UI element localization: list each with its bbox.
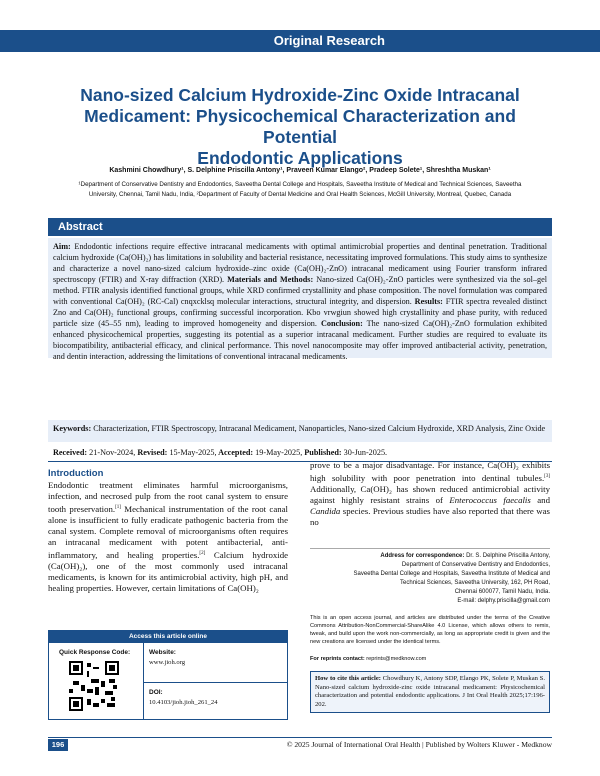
affiliation-line: University, Chennai, Tamil Nadu, India, ²Department of Faculty of Dental Medicine and Oral Health Sciences, McGill University, Montreal, Quebec, Canada [88, 191, 512, 198]
received-date: 21-Nov-2024, [87, 448, 136, 457]
results-label: Results: [414, 297, 443, 306]
intro-text: Endodontic treatment eliminates harmful microorganisms, infection, and necrosed pulp from the root canal system to ensure tooth preservation. [48, 480, 288, 514]
title-line: Medicament: Physicochemical Characterization and Potential [84, 106, 516, 147]
citation-text: Chowdhury K, Antony SDP, Elango PK, Solete P, Muskan S. Nano-sized calcium hydroxide-zinc oxide intracanal medicament: Physicochemical characterization and potential endodontic applications. J Int Oral Health 2025;17:196-202. [315, 675, 545, 708]
citation-ref[interactable]: [1] [115, 505, 121, 510]
footer-divider [48, 737, 552, 738]
website-link[interactable]: www.jioh.org [149, 659, 186, 666]
conclusion-label: Conclusion: [320, 319, 363, 328]
citation-ref[interactable]: [2] [199, 550, 206, 556]
access-article-box [48, 630, 288, 720]
correspondence-line: Technical Sciences, Saveetha University, 162, PH Road, [400, 580, 550, 586]
intro-text: prove to be a major disadvantage. For instance, Ca(OH)₂ exhibits high solubility with poor penetration into dentinal tubules. [310, 460, 550, 483]
intro-text: Additionally, Ca(OH)₂ has shown reduced antimicrobial activity against highly resistant strains of [310, 483, 550, 505]
title-line: Endodontic Applications [197, 148, 403, 168]
correspondence-label: Address for correspondence: [380, 553, 465, 559]
intro-text: Calcium hydroxide (Ca(OH)₂), one of the most commonly used intracanal medicaments, is known for its antimicrobial activity, high pH, and healing properties. However, certain limitations of Ca(OH)₂ [48, 549, 289, 593]
keywords-label: Keywords: [53, 424, 92, 433]
methods-text: Nano-sized Ca(OH)₂-ZnO particles were synthesized via the sol–gel method. FTIR analysis identified functional groups, while XRD confirmed crystallinity and phase composition. The novel formulation was compared with conventional Ca(OH)₂ (RC-Cal) cnqxcklsq molecular interactions, structural integrity, and dispersion. [53, 275, 547, 306]
doi-label: DOI: [149, 689, 163, 696]
citation-box [310, 671, 550, 713]
access-divider [143, 682, 287, 683]
revised-label: Revised: [135, 448, 168, 457]
author-list: Kashmini Chowdhury¹, S. Delphine Priscilla Antony¹, Praveen Kumar Elango², Pradeep Solete¹, Shreshtha Muskan¹ [109, 167, 491, 174]
accepted-date: 19-May-2025, [253, 448, 303, 457]
section-label: Original Research [273, 33, 385, 48]
page-number: 196 [48, 739, 68, 751]
introduction-left-column [48, 480, 288, 594]
article-title [60, 85, 540, 169]
intro-text: species. Previous studies have also reported that there was no [310, 505, 550, 527]
qr-code-icon[interactable] [69, 661, 119, 711]
correspondence-line: Saveetha Dental College and Hospitals, Saveetha Institute of Medical and [353, 571, 550, 577]
reprints-contact [310, 656, 550, 662]
species-name: Candida [310, 505, 341, 516]
conclusion-text: The nano-sized Ca(OH)₂-ZnO formulation exhibited enhanced physicochemical properties, suggesting its potential as a superior intracanal medicament. Further studies are required to evaluate its biocompatibility, antibacterial efficacy, and clinical performance. This novel nanocomposite may offer improved antibacterial activity, penetration, and dentin interaction, addressing the limitations of conventional intracanal medicaments. [53, 319, 547, 361]
abstract-heading: Abstract [48, 218, 552, 236]
accepted-label: Accepted: [216, 448, 254, 457]
affiliation-line: ¹Department of Conservative Dentistry and Endodontics, Saveetha Dental College and Hospitals, Saveetha Institute of Medical and Technical Sciences, Saveetha [78, 181, 522, 188]
revised-date: 15-May-2025, [167, 448, 217, 457]
title-line: Nano-sized Calcium Hydroxide-Zinc Oxide Intracanal [80, 85, 520, 105]
website-label: Website: [149, 649, 176, 656]
citation-ref[interactable]: [3] [544, 474, 550, 479]
citation-label: How to cite this article: [315, 675, 382, 682]
article-dates [53, 448, 547, 457]
results-text: FTIR spectra revealed distinct Zno and Ca(OH)₂ functional groups, confirming successful incorporation. Kbo vrwgiun showed high crystallinity and phase purity, with reduced particle size (45–55 nm), leading to improved homogeneity and dispersion. [53, 297, 547, 328]
intro-text: and [530, 494, 550, 505]
doi-link[interactable]: 10.4103/jioh.jioh_261_24 [149, 699, 218, 706]
introduction-heading: Introduction [48, 468, 104, 479]
published-label: Published: [302, 448, 342, 457]
abstract-text [53, 241, 547, 362]
keywords [53, 423, 547, 434]
published-date: 30-Jun-2025. [341, 448, 388, 457]
license-text: This is an open access journal, and articles are distributed under the terms of the Creative Commons Attribution-NonCommercial-ShareAlike 4.0 License, which allows others to remix, tweak, and build upon the work non-commercially, as long as appropriate credit is given and the new creations are licensed under the identical terms. [310, 615, 550, 645]
correspondence-name: Dr. S. Delphine Priscilla Antony, [464, 553, 550, 559]
access-heading: Access this article online [49, 631, 287, 643]
reprints-label: For reprints contact: [310, 656, 365, 662]
received-label: Received: [53, 448, 88, 457]
aim-text: Endodontic infections require effective intracanal medicaments with optimal antimicrobial properties and dentinal penetration. Traditional calcium hydroxide (Ca(OH)₂) has limitations in solubility and bacterial resistance, necessitating improved formulations. This study aims to synthesize and characterize a novel nano-sized calcium hydroxide–zinc oxide (Ca(OH)₂-ZnO) intracanal medicament using Fourier transform infrared spectroscopy (FTIR) and X-ray diffraction (XRD). [53, 242, 547, 284]
introduction-right-column [310, 460, 550, 528]
methods-label: Materials and Methods: [227, 275, 314, 284]
section-banner [0, 30, 600, 52]
keywords-text: Characterization, FTIR Spectroscopy, Intracanal Medicament, Nanoparticles, Nano-sized Calcium Hydroxide, XRD Analysis, Zinc Oxide [91, 424, 546, 433]
footer-copyright: © 2025 Journal of International Oral Health | Published by Wolters Kluwer - Medknow [286, 740, 552, 749]
correspondence-line: Department of Conservative Dentistry and Endodontics, [401, 562, 550, 568]
species-name: Enterococcus faecalis [449, 494, 531, 505]
correspondence-box [310, 548, 550, 612]
aim-label: Aim: [53, 242, 71, 251]
intro-text: Mechanical instrumentation of the root canal alone is insufficient to fully eradicate pathogenic bacteria from the canal system. Complete removal of microorganisms often requires an intracanal medicament with potent antibacterial, anti-inflammatory, and healing properties. [48, 503, 288, 560]
access-divider [143, 643, 144, 719]
correspondence-line: Chennai 600077, Tamil Nadu, India. [454, 589, 550, 595]
affiliations [55, 180, 545, 200]
correspondence-email[interactable]: E-mail: delphy.priscilla@gmail.com [457, 598, 550, 604]
qr-label: Quick Response Code: [59, 649, 131, 656]
reprints-email[interactable]: reprints@medknow.com [364, 656, 427, 662]
